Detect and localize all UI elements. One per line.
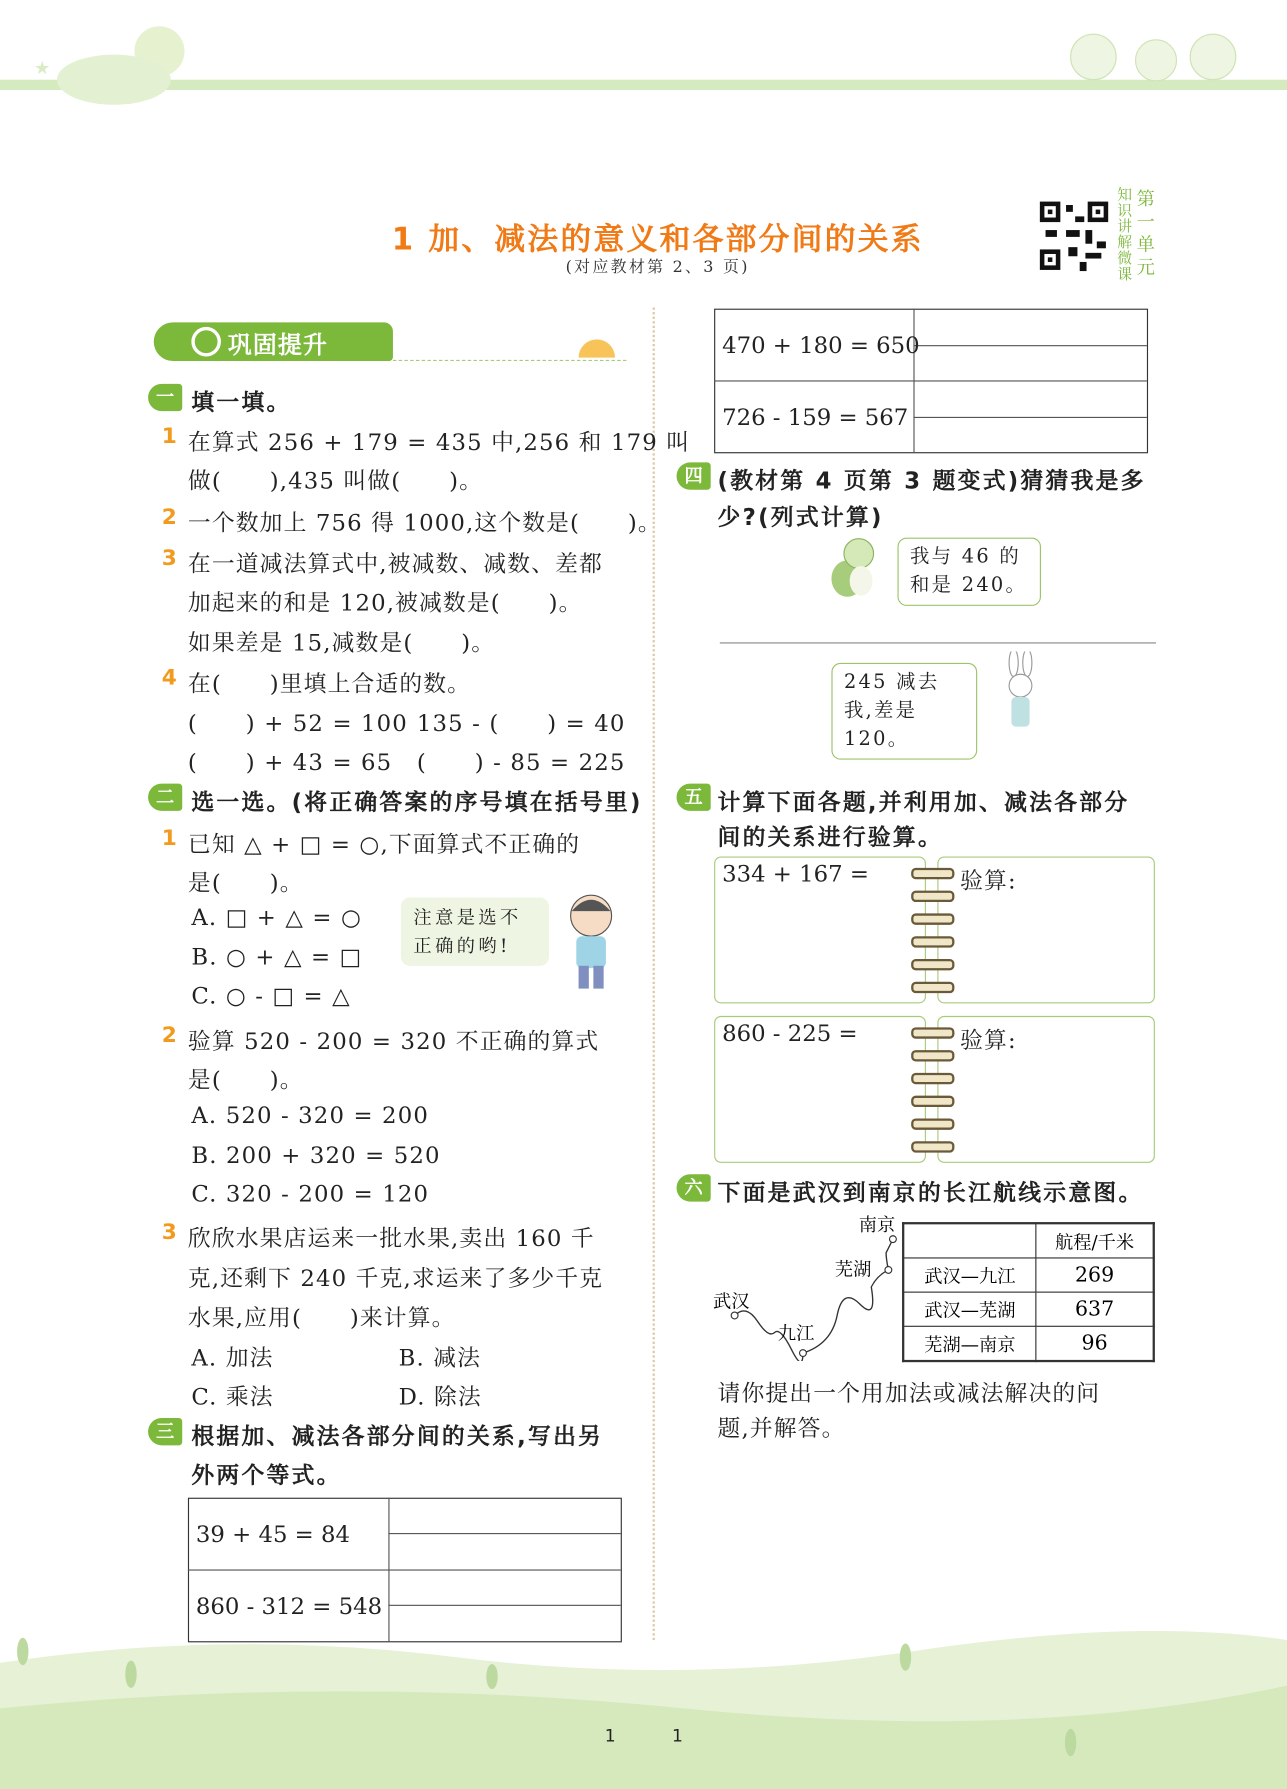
ring-icon bbox=[911, 868, 954, 879]
question-number: 1 bbox=[161, 825, 177, 851]
section-title: 外两个等式。 bbox=[191, 1461, 342, 1489]
rabbit-speech-bubble: 245 减去我,差是 120。 bbox=[831, 663, 977, 760]
section-title: 选一选。(将正确答案的序号填在括号里) bbox=[191, 788, 643, 816]
question-text: 请你提出一个用加法或减法解决的问 bbox=[717, 1379, 1101, 1407]
choice-c: C. 乘法 bbox=[191, 1382, 274, 1411]
ring-icon bbox=[911, 936, 954, 947]
page-title: 1 加、减法的意义和各部分间的关系 bbox=[391, 222, 924, 258]
question-text: 在一道减法算式中,被减数、减数、差都 bbox=[187, 550, 603, 578]
section-title: 根据加、减法各部分间的关系,写出另 bbox=[191, 1422, 604, 1450]
section-badge: 六 bbox=[677, 1174, 711, 1201]
section-badge: 一 bbox=[148, 384, 182, 411]
svg-text:★: ★ bbox=[34, 58, 51, 80]
animal-faces-decoration bbox=[1054, 28, 1248, 85]
sun-cloud-decoration bbox=[23, 6, 205, 114]
answer-line[interactable] bbox=[388, 1605, 620, 1606]
hint-bubble: 注意是选不正确的哟! bbox=[401, 897, 549, 965]
unit-label: 第一单元 bbox=[1136, 187, 1155, 278]
choice-d: D. 除法 bbox=[398, 1382, 482, 1411]
km-cell: 637 bbox=[1036, 1292, 1154, 1326]
question-number: 2 bbox=[161, 504, 177, 530]
question-text: 一个数加上 756 得 1000,这个数是( )。 bbox=[187, 509, 662, 537]
equation: 860 - 312 = 548 bbox=[195, 1592, 383, 1620]
table-divider bbox=[714, 380, 1147, 381]
km-cell: 96 bbox=[1036, 1326, 1154, 1361]
ring-icon bbox=[911, 913, 954, 924]
question-number: 3 bbox=[161, 545, 177, 571]
turtle-illustration bbox=[827, 535, 884, 603]
map-label-nanjing: 南京 bbox=[858, 1214, 896, 1236]
km-cell: 269 bbox=[1036, 1258, 1154, 1292]
ring-icon bbox=[911, 1141, 954, 1152]
question-text: 欣欣水果店运来一批水果,卖出 160 千 bbox=[187, 1224, 595, 1252]
route-cell: 芜湖—南京 bbox=[903, 1326, 1036, 1361]
page-number: 1 bbox=[671, 1725, 683, 1746]
table-row bbox=[903, 1258, 1154, 1292]
map-label-wuhu: 芜湖 bbox=[834, 1258, 872, 1281]
page-subtitle: (对应教材第 2、3 页) bbox=[565, 258, 750, 277]
rabbit-illustration bbox=[991, 651, 1048, 742]
question-text: 克,还剩下 240 千克,求运来了多少千克 bbox=[187, 1264, 604, 1292]
equation: 135 - ( ) = 40 bbox=[416, 709, 626, 737]
ring-icon bbox=[911, 1050, 954, 1061]
route-cell: 武汉—芜湖 bbox=[903, 1292, 1036, 1326]
question-text: 题,并解答。 bbox=[717, 1414, 846, 1442]
map-label-wuhan: 武汉 bbox=[712, 1290, 750, 1313]
question-text: 加起来的和是 120,被减数是( )。 bbox=[187, 588, 583, 617]
qr-code[interactable] bbox=[1034, 196, 1114, 276]
banner-label: 巩固提升 bbox=[227, 331, 329, 359]
choice-c: C. ○ - □ = △ bbox=[191, 981, 351, 1010]
ring-icon bbox=[911, 1073, 954, 1084]
table-row bbox=[903, 1326, 1154, 1361]
question-text: 做( ),435 叫做( )。 bbox=[187, 466, 484, 495]
problem: 334 + 167 = bbox=[722, 859, 869, 888]
choice-b: B. ○ + △ = □ bbox=[191, 943, 363, 971]
qr-label: 知识讲解微课 bbox=[1117, 186, 1133, 284]
ring-icon bbox=[911, 1027, 954, 1038]
ring-icon bbox=[911, 982, 954, 993]
banner-line bbox=[393, 360, 626, 361]
question-text: 验算 520 - 200 = 320 不正确的算式 bbox=[187, 1027, 600, 1055]
question-number: 2 bbox=[161, 1022, 177, 1048]
question-number: 3 bbox=[161, 1219, 177, 1245]
section-title: 少?(列式计算) bbox=[717, 503, 884, 531]
section-badge: 五 bbox=[677, 784, 711, 811]
choice-b: B. 减法 bbox=[398, 1343, 482, 1372]
choice-c: C. 320 - 200 = 120 bbox=[191, 1179, 430, 1208]
whale-eye-icon bbox=[191, 327, 221, 357]
sun-icon bbox=[579, 339, 615, 357]
map-label-jiujiang: 九江 bbox=[777, 1322, 815, 1344]
section-title: 间的关系进行验算。 bbox=[717, 823, 944, 851]
question-number: 1 bbox=[161, 423, 177, 449]
ring-icon bbox=[911, 1118, 954, 1129]
choice-a: A. □ + △ = ○ bbox=[191, 903, 363, 931]
section-badge: 三 bbox=[148, 1418, 182, 1445]
choice-a: A. 520 - 320 = 200 bbox=[191, 1101, 429, 1129]
route-cell: 武汉—九江 bbox=[903, 1258, 1036, 1292]
table-corner bbox=[903, 1223, 1036, 1258]
question-text: 是( )。 bbox=[187, 869, 304, 897]
equation: ( ) + 43 = 65 bbox=[187, 748, 393, 776]
section-title: 填一填。 bbox=[191, 388, 292, 416]
answer-line[interactable] bbox=[913, 345, 1146, 346]
check-label: 验算: bbox=[960, 1026, 1017, 1054]
problem: 860 - 225 = bbox=[722, 1019, 858, 1047]
table-row bbox=[903, 1292, 1154, 1326]
turtle-speech-bubble: 我与 46 的和是 240。 bbox=[897, 538, 1041, 606]
question-text: 是( )。 bbox=[187, 1066, 304, 1094]
check-label: 验算: bbox=[960, 866, 1017, 895]
choice-b: B. 200 + 320 = 520 bbox=[191, 1141, 441, 1169]
question-text: 在算式 256 + 179 = 435 中,256 和 179 叫 bbox=[187, 428, 691, 456]
section-badge: 二 bbox=[148, 784, 182, 811]
page-number: 1 bbox=[604, 1725, 616, 1746]
boy-illustration bbox=[560, 891, 623, 994]
equation: 39 + 45 = 84 bbox=[195, 1520, 350, 1548]
table-divider bbox=[188, 1569, 621, 1570]
table-header: 航程/千米 bbox=[1036, 1223, 1154, 1258]
answer-line[interactable] bbox=[388, 1533, 620, 1534]
question-number: 4 bbox=[161, 665, 177, 691]
question-text: 水果,应用( )来计算。 bbox=[187, 1304, 456, 1332]
question-text: 已知 △ + □ = ○,下面算式不正确的 bbox=[187, 830, 581, 858]
ring-icon bbox=[911, 1096, 954, 1107]
distance-table bbox=[902, 1222, 1155, 1362]
equation: ( ) + 52 = 100 bbox=[187, 709, 408, 737]
answer-line[interactable] bbox=[720, 642, 1156, 643]
choice-a: A. 加法 bbox=[191, 1343, 274, 1372]
section-badge: 四 bbox=[677, 462, 711, 489]
section-title: 计算下面各题,并利用加、减法各部分 bbox=[717, 788, 1130, 816]
ring-icon bbox=[911, 891, 954, 902]
ring-icon bbox=[911, 959, 954, 970]
section-title: 下面是武汉到南京的长江航线示意图。 bbox=[717, 1178, 1144, 1207]
question-text: 如果差是 15,减数是( )。 bbox=[187, 628, 496, 657]
equation: ( ) - 85 = 225 bbox=[416, 748, 626, 776]
equation: 470 + 180 = 650 bbox=[722, 331, 920, 359]
equation: 726 - 159 = 567 bbox=[722, 403, 909, 431]
question-text: 在( )里填上合适的数。 bbox=[187, 669, 472, 698]
answer-line[interactable] bbox=[913, 417, 1146, 418]
hills-decoration bbox=[0, 1629, 1287, 1789]
section-title: (教材第 4 页第 3 题变式)猜猜我是多 bbox=[717, 466, 1146, 495]
